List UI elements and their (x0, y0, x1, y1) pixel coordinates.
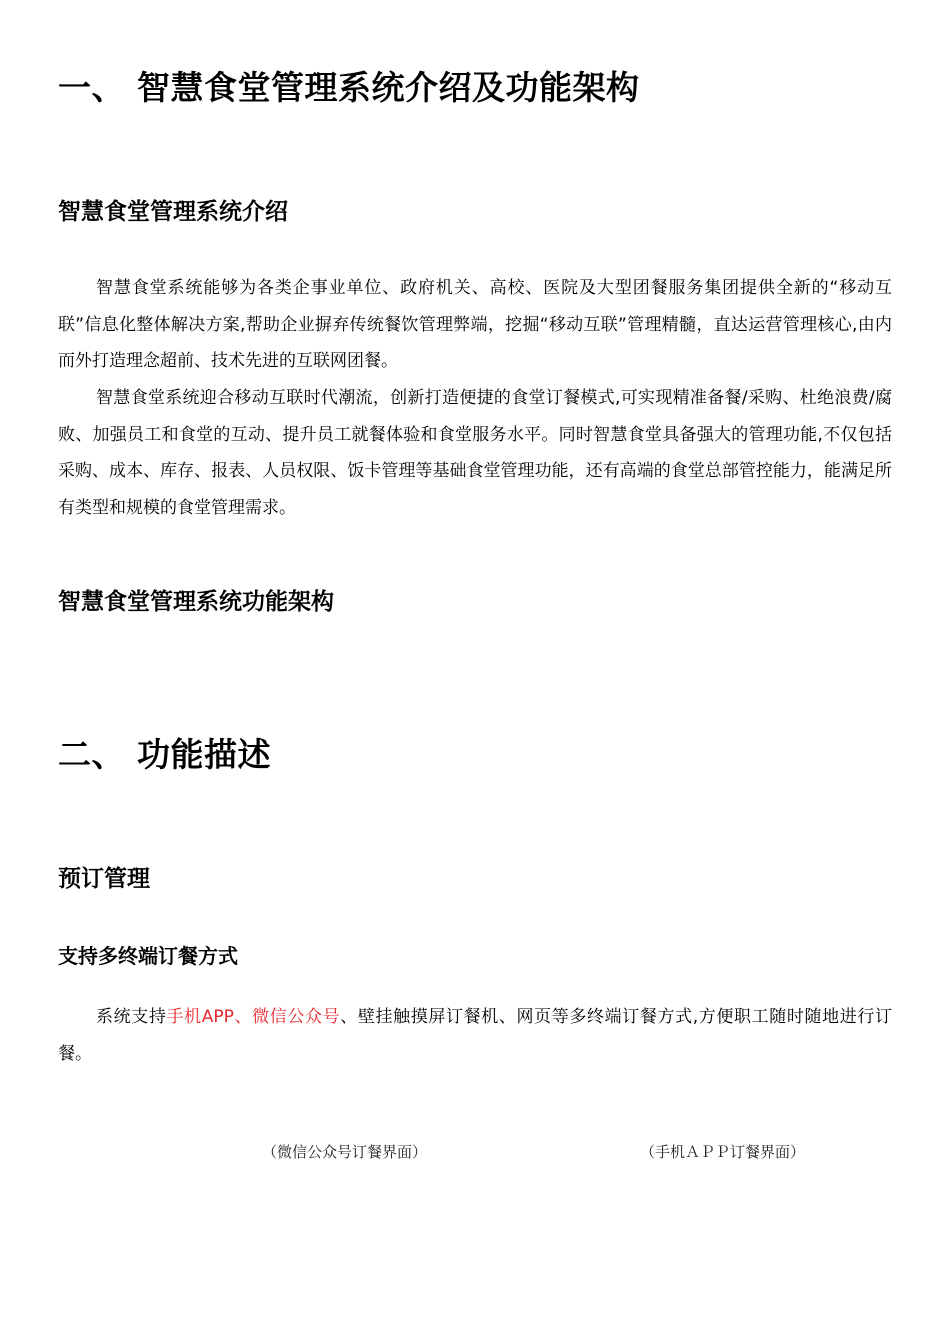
architecture-heading: 智慧食堂管理系统功能架构 (58, 589, 334, 615)
wechat-ordering-caption: （微信公众号订餐界面） (262, 1143, 428, 1161)
multi-terminal-paragraph (58, 999, 892, 1072)
multi-terminal-heading: 支持多终端订餐方式 (58, 944, 238, 968)
booking-management-heading: 预订管理 (58, 866, 150, 892)
app-ordering-caption: （手机ＡＰＰ订餐界面） (640, 1143, 806, 1161)
paragraph-suffix: 、壁挂触摸屏订餐机、网页等多终端订餐方式,方便职工随时随地进行订餐。 (58, 1007, 892, 1064)
intro-paragraph-2: 智慧食堂系统迎合移动互联时代潮流，创新打造便捷的食堂订餐模式,可实现精准备餐/采购、杜绝浪费/腐败、加强员工和食堂的互动、提升员工就餐体验和食堂服务水平。同时智慧食堂具备强大的管理功能,不仅包括采购、成本、库存、报表、人员权限、饭卡管理等基础食堂管理功能，还有高端的食堂总部管控能力，能满足所有类型和规模的食堂管理需求。 (58, 388, 892, 518)
intro-paragraph-1: 智慧食堂系统能够为各类企事业单位、政府机关、高校、医院及大型团餐服务集团提供全新的“移动互联”信息化整体解决方案,帮助企业摒弃传统餐饮管理弊端，挖掘“移动互联”管理精髓，直达运营管理核心,由内而外打造理念超前、技术先进的互联网团餐。 (58, 278, 892, 372)
highlight-terminals: 手机APP、微信公众号 (166, 1007, 341, 1027)
section-2-title: 二、 功能描述 (58, 735, 271, 774)
paragraph-prefix: 系统支持 (96, 1007, 167, 1027)
intro-heading: 智慧食堂管理系统介绍 (58, 199, 288, 225)
section-1-title: 一、 智慧食堂管理系统介绍及功能架构 (58, 68, 640, 107)
